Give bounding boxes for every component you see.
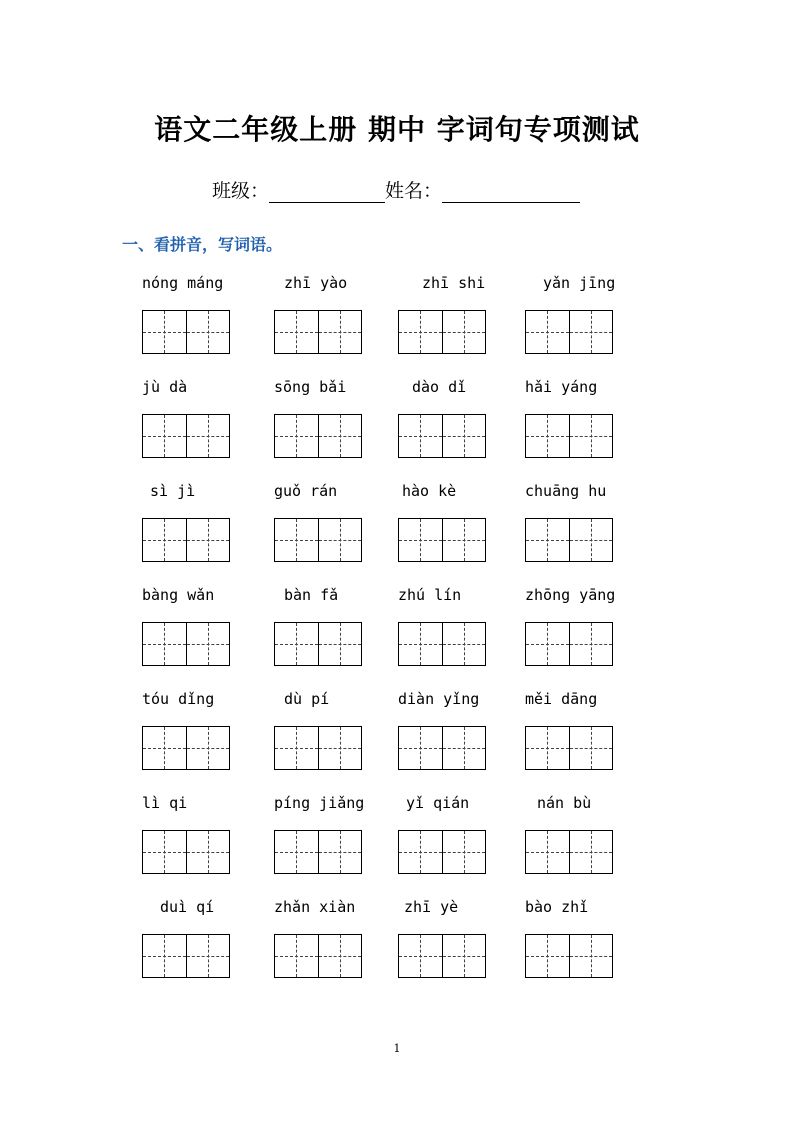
- writing-box-pair: [274, 726, 362, 770]
- tianzige-box[interactable]: [275, 519, 318, 561]
- word-item: [525, 584, 645, 688]
- word-item: [142, 272, 262, 376]
- word-row: [142, 480, 642, 584]
- tianzige-box[interactable]: [318, 727, 362, 769]
- tianzige-box[interactable]: [442, 519, 486, 561]
- section-heading: 一、看拼音，写词语。: [122, 235, 283, 254]
- writing-box-pair: [142, 934, 230, 978]
- writing-box-pair: [398, 726, 486, 770]
- word-row: [142, 792, 642, 896]
- word-item: [398, 792, 518, 896]
- writing-box-pair: [398, 414, 486, 458]
- tianzige-box[interactable]: [399, 623, 442, 665]
- page-title: 语文二年级上册 期中 字词句专项测试: [154, 113, 640, 146]
- word-item: [525, 480, 645, 584]
- tianzige-box[interactable]: [275, 831, 318, 873]
- tianzige-box[interactable]: [186, 831, 230, 873]
- tianzige-box[interactable]: [569, 623, 613, 665]
- pinyin-text: yǎn jīng: [543, 274, 616, 292]
- writing-box-pair: [274, 518, 362, 562]
- pinyin-text: zhī yào: [284, 274, 348, 292]
- writing-box-pair: [142, 726, 230, 770]
- page-number: 1: [393, 1042, 401, 1055]
- tianzige-box[interactable]: [275, 415, 318, 457]
- pinyin-text: bào zhǐ: [525, 898, 589, 916]
- word-item: [274, 688, 394, 792]
- tianzige-box[interactable]: [186, 935, 230, 977]
- class-field[interactable]: [269, 182, 385, 203]
- tianzige-box[interactable]: [526, 623, 569, 665]
- tianzige-box[interactable]: [143, 311, 186, 353]
- name-field[interactable]: [442, 182, 580, 203]
- writing-box-pair: [398, 830, 486, 874]
- tianzige-box[interactable]: [569, 311, 613, 353]
- pinyin-text: zhōng yāng: [525, 586, 616, 604]
- writing-box-pair: [274, 830, 362, 874]
- pinyin-text: zhī shi: [422, 274, 486, 292]
- word-item: [525, 376, 645, 480]
- tianzige-box[interactable]: [526, 727, 569, 769]
- pinyin-text: hǎi yáng: [525, 378, 598, 396]
- class-label: 班级：: [212, 180, 270, 202]
- word-item: [274, 480, 394, 584]
- tianzige-box[interactable]: [143, 623, 186, 665]
- pinyin-text: píng jiǎng: [274, 794, 365, 812]
- word-row: [142, 376, 642, 480]
- name-label: 姓名：: [385, 180, 443, 202]
- pinyin-text: zhú lín: [398, 586, 462, 604]
- pinyin-text: guǒ rán: [274, 482, 338, 500]
- writing-box-pair: [142, 518, 230, 562]
- pinyin-text: dào dǐ: [412, 378, 467, 396]
- pinyin-text: hào kè: [402, 482, 457, 500]
- tianzige-box[interactable]: [318, 311, 362, 353]
- word-item: [398, 688, 518, 792]
- pinyin-text: dù pí: [284, 690, 330, 708]
- tianzige-box[interactable]: [275, 623, 318, 665]
- tianzige-box[interactable]: [399, 727, 442, 769]
- tianzige-box[interactable]: [442, 935, 486, 977]
- tianzige-box[interactable]: [526, 311, 569, 353]
- pinyin-text: diàn yǐng: [398, 690, 480, 708]
- pinyin-text: chuāng hu: [525, 482, 607, 500]
- tianzige-box[interactable]: [399, 311, 442, 353]
- writing-box-pair: [274, 414, 362, 458]
- tianzige-box[interactable]: [275, 935, 318, 977]
- writing-box-pair: [274, 310, 362, 354]
- writing-box-pair: [525, 310, 613, 354]
- tianzige-box[interactable]: [186, 519, 230, 561]
- tianzige-box[interactable]: [569, 935, 613, 977]
- word-item: [398, 272, 518, 376]
- writing-box-pair: [398, 934, 486, 978]
- tianzige-box[interactable]: [526, 831, 569, 873]
- pinyin-text: bàn fǎ: [284, 586, 339, 604]
- word-row: [142, 272, 642, 376]
- tianzige-box[interactable]: [442, 311, 486, 353]
- writing-box-pair: [525, 518, 613, 562]
- tianzige-box[interactable]: [186, 415, 230, 457]
- tianzige-box[interactable]: [275, 727, 318, 769]
- word-item: [274, 896, 394, 1000]
- word-item: [398, 584, 518, 688]
- tianzige-box[interactable]: [399, 935, 442, 977]
- word-item: [398, 896, 518, 1000]
- writing-box-pair: [398, 310, 486, 354]
- word-item: [525, 272, 645, 376]
- writing-box-pair: [525, 830, 613, 874]
- word-item: [274, 376, 394, 480]
- tianzige-box[interactable]: [186, 623, 230, 665]
- tianzige-box[interactable]: [442, 623, 486, 665]
- pinyin-text: yǐ qián: [406, 794, 470, 812]
- pinyin-text: zhī yè: [404, 898, 459, 916]
- tianzige-box[interactable]: [143, 415, 186, 457]
- pinyin-text: zhǎn xiàn: [274, 898, 356, 916]
- writing-box-pair: [525, 934, 613, 978]
- writing-box-pair: [525, 414, 613, 458]
- pinyin-text: sōng bǎi: [274, 378, 347, 396]
- word-item: [142, 896, 262, 1000]
- tianzige-box[interactable]: [569, 727, 613, 769]
- tianzige-box[interactable]: [318, 935, 362, 977]
- tianzige-box[interactable]: [399, 415, 442, 457]
- tianzige-box[interactable]: [318, 831, 362, 873]
- tianzige-box[interactable]: [186, 311, 230, 353]
- word-item: [142, 688, 262, 792]
- tianzige-box[interactable]: [442, 727, 486, 769]
- tianzige-box[interactable]: [442, 415, 486, 457]
- tianzige-box[interactable]: [569, 519, 613, 561]
- tianzige-box[interactable]: [526, 935, 569, 977]
- tianzige-box[interactable]: [143, 935, 186, 977]
- writing-box-pair: [142, 622, 230, 666]
- writing-box-pair: [274, 622, 362, 666]
- pinyin-text: lì qi: [142, 794, 188, 812]
- word-row: [142, 688, 642, 792]
- writing-box-pair: [525, 622, 613, 666]
- tianzige-box[interactable]: [318, 623, 362, 665]
- word-item: [274, 584, 394, 688]
- tianzige-box[interactable]: [399, 519, 442, 561]
- pinyin-text: nóng máng: [142, 274, 224, 292]
- writing-box-pair: [398, 622, 486, 666]
- word-item: [525, 896, 645, 1000]
- writing-box-pair: [398, 518, 486, 562]
- writing-box-pair: [274, 934, 362, 978]
- writing-box-pair: [142, 310, 230, 354]
- pinyin-text: sì jì: [150, 482, 196, 500]
- tianzige-box[interactable]: [186, 727, 230, 769]
- pinyin-text: tóu dǐng: [142, 690, 215, 708]
- tianzige-box[interactable]: [143, 519, 186, 561]
- word-row: [142, 584, 642, 688]
- pinyin-text: měi dāng: [525, 690, 598, 708]
- pinyin-text: bàng wǎn: [142, 586, 215, 604]
- tianzige-box[interactable]: [143, 831, 186, 873]
- word-item: [142, 376, 262, 480]
- writing-box-pair: [142, 830, 230, 874]
- word-item: [274, 272, 394, 376]
- tianzige-box[interactable]: [569, 831, 613, 873]
- tianzige-box[interactable]: [526, 415, 569, 457]
- word-item: [274, 792, 394, 896]
- word-item: [525, 792, 645, 896]
- word-item: [142, 480, 262, 584]
- word-item: [142, 584, 262, 688]
- word-item: [525, 688, 645, 792]
- tianzige-box[interactable]: [526, 519, 569, 561]
- tianzige-box[interactable]: [399, 831, 442, 873]
- word-item: [142, 792, 262, 896]
- word-item: [398, 480, 518, 584]
- student-info: [212, 176, 580, 203]
- tianzige-box[interactable]: [442, 831, 486, 873]
- pinyin-text: nán bù: [537, 794, 592, 812]
- pinyin-text: jù dà: [142, 378, 188, 396]
- tianzige-box[interactable]: [275, 311, 318, 353]
- tianzige-box[interactable]: [569, 415, 613, 457]
- writing-box-pair: [142, 414, 230, 458]
- word-item: [398, 376, 518, 480]
- tianzige-box[interactable]: [318, 415, 362, 457]
- writing-box-pair: [525, 726, 613, 770]
- pinyin-writing-grid: [142, 272, 642, 1000]
- pinyin-text: duì qí: [160, 898, 215, 916]
- tianzige-box[interactable]: [143, 727, 186, 769]
- tianzige-box[interactable]: [318, 519, 362, 561]
- word-row: [142, 896, 642, 1000]
